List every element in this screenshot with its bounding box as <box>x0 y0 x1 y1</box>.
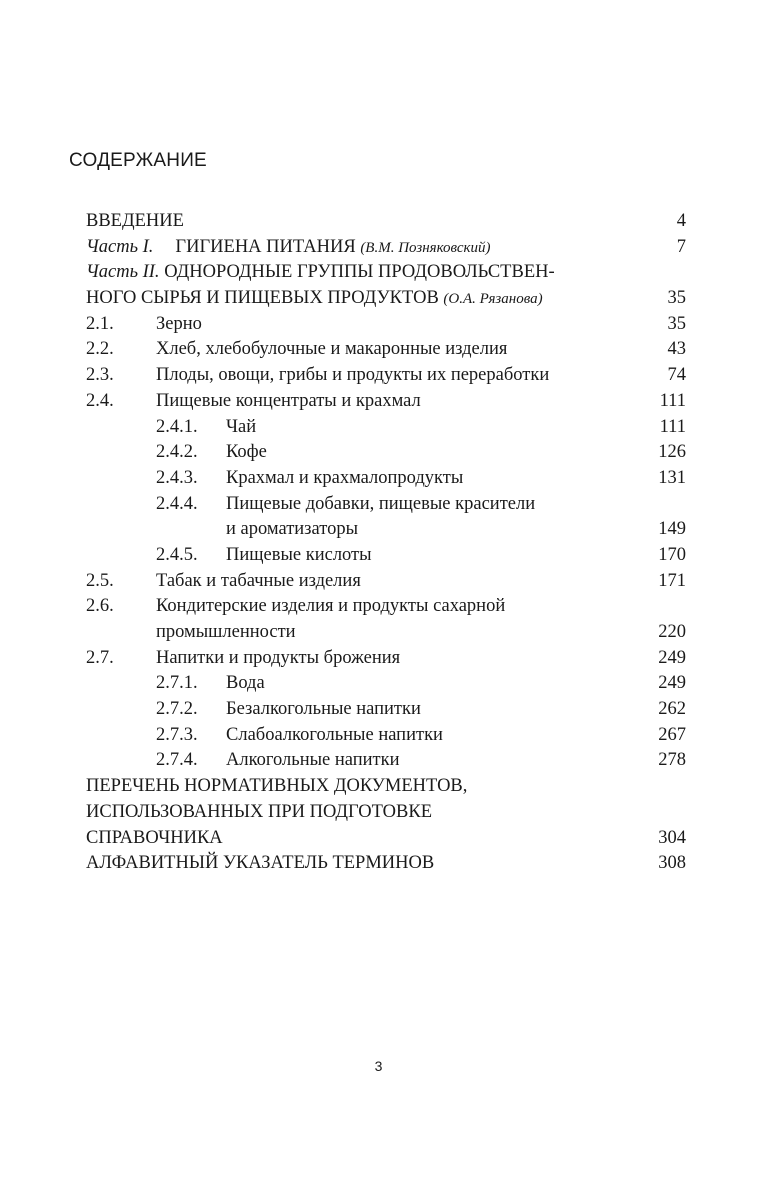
toc-page-number: 171 <box>658 570 686 591</box>
section-number: 2.3. <box>86 365 114 386</box>
toc-page-number: 170 <box>658 544 686 565</box>
toc-page-number: 249 <box>658 647 686 668</box>
toc-entry-2-7-3[interactable] <box>86 723 686 749</box>
toc-entry-2-2[interactable] <box>86 337 686 363</box>
toc-page-number: 149 <box>658 519 686 540</box>
toc-entry-title: Слабоалкогольные напитки <box>226 724 443 745</box>
section-number: 2.6. <box>86 596 114 617</box>
toc-entry-part1[interactable] <box>86 235 686 261</box>
toc-entry-2-4[interactable] <box>86 389 686 415</box>
toc-entry-title: Алкогольные напитки <box>226 750 400 771</box>
toc-entry-title: Хлеб, хлебобулочные и макаронные изделия <box>156 339 508 360</box>
toc-page-number: 262 <box>658 699 686 720</box>
toc-page-number: 126 <box>658 442 686 463</box>
toc-entry-title: ОДНОРОДНЫЕ ГРУППЫ ПРОДОВОЛЬСТВЕН- <box>164 262 555 283</box>
toc-entry-2-3[interactable] <box>86 363 686 389</box>
section-number: 2.7. <box>86 647 114 668</box>
toc-entry-2-7-4[interactable] <box>86 748 686 774</box>
toc-page-number: 4 <box>676 211 686 231</box>
toc-entry-title: Табак и табачные изделия <box>156 570 361 591</box>
toc-page-number: 131 <box>658 467 686 488</box>
toc-entry-2-4-4-cont[interactable] <box>86 517 686 543</box>
toc-entry-title: Пищевые добавки, пищевые красители <box>226 493 536 514</box>
page-title: СОДЕРЖАНИЕ <box>69 150 207 171</box>
toc-entry-title: НОГО СЫРЬЯ И ПИЩЕВЫХ ПРОДУКТОВ <box>86 288 439 309</box>
toc-entry-2-1[interactable] <box>86 312 686 338</box>
section-number: 2.4.4. <box>156 493 198 514</box>
toc-page-number: 35 <box>667 288 686 309</box>
toc-entry-title: Зерно <box>156 313 202 334</box>
toc-entry-title: промышленности <box>156 622 296 642</box>
section-number: 2.4.2. <box>156 442 198 463</box>
toc-entry-part2[interactable] <box>86 260 686 286</box>
toc-entry-2-4-1[interactable] <box>86 415 686 441</box>
toc-entry-2-4-5[interactable] <box>86 543 686 569</box>
author-name: (О.А. Рязанова) <box>443 291 543 308</box>
toc-entry-2-6[interactable] <box>86 594 686 620</box>
toc-entry-title: Пищевые концентраты и крахмал <box>156 390 421 411</box>
section-number: 2.7.1. <box>156 673 198 694</box>
section-number: 2.2. <box>86 339 114 360</box>
toc-page-number: 278 <box>658 750 686 771</box>
toc-entry-title: ИСПОЛЬЗОВАННЫХ ПРИ ПОДГОТОВКЕ <box>86 801 433 822</box>
toc-page-number: 220 <box>658 622 686 642</box>
toc-entry-title: СПРАВОЧНИКА <box>86 827 223 848</box>
section-number: 2.4.5. <box>156 544 198 565</box>
toc-page-number: 267 <box>658 724 686 745</box>
toc-page-number: 7 <box>676 236 686 257</box>
toc-entry-title: Кофе <box>226 442 267 463</box>
toc-entry-title: и ароматизаторы <box>226 519 358 540</box>
toc-entry-title: Плоды, овощи, грибы и продукты их переработки <box>156 365 550 386</box>
toc-page-number: 304 <box>658 827 686 848</box>
toc-entry-2-7[interactable] <box>86 646 686 672</box>
part-label: Часть I. <box>86 236 154 257</box>
part-label: Часть II. <box>86 262 160 283</box>
toc-entry-2-7-2[interactable] <box>86 697 686 723</box>
section-number: 2.4.3. <box>156 467 198 488</box>
toc-entry-index[interactable] <box>86 851 686 877</box>
toc-page-number: 249 <box>658 673 686 694</box>
section-number: 2.5. <box>86 570 114 591</box>
toc-entry-2-4-3[interactable] <box>86 466 686 492</box>
toc-page-number: 35 <box>667 313 686 334</box>
toc-entry-title: Напитки и продукты брожения <box>156 647 401 668</box>
section-number: 2.7.2. <box>156 699 198 720</box>
section-number: 2.4. <box>86 390 114 411</box>
toc-entry-title: ГИГИЕНА ПИТАНИЯ <box>175 236 356 257</box>
table-of-contents <box>86 209 686 877</box>
toc-entry-normative-cont[interactable] <box>86 800 686 826</box>
section-number: 2.7.3. <box>156 724 198 745</box>
toc-page-number: 111 <box>659 390 686 411</box>
toc-entry-title: ПЕРЕЧЕНЬ НОРМАТИВНЫХ ДОКУМЕНТОВ, <box>86 776 468 797</box>
toc-entry-normative-cont2[interactable] <box>86 826 686 852</box>
section-number: 2.7.4. <box>156 750 198 771</box>
toc-entry-2-7-1[interactable] <box>86 671 686 697</box>
toc-page-number: 111 <box>659 416 686 437</box>
toc-entry-2-4-2[interactable] <box>86 440 686 466</box>
toc-entry-intro[interactable] <box>86 209 686 235</box>
toc-entry-title: Пищевые кислоты <box>226 544 372 565</box>
toc-entry-title: Безалкогольные напитки <box>226 699 421 720</box>
toc-entry-2-4-4[interactable] <box>86 492 686 518</box>
toc-entry-normative[interactable] <box>86 774 686 800</box>
toc-entry-2-5[interactable] <box>86 569 686 595</box>
page-number: 3 <box>374 1058 383 1074</box>
toc-entry-title: Вода <box>226 673 265 694</box>
toc-entry-title: Крахмал и крахмалопродукты <box>226 467 464 488</box>
toc-page-number: 43 <box>667 339 686 360</box>
toc-page-number: 74 <box>667 365 686 386</box>
toc-entry-part2-cont[interactable] <box>86 286 686 312</box>
section-number: 2.4.1. <box>156 416 198 437</box>
author-name: (В.М. Позняковский) <box>360 239 491 256</box>
toc-entry-title: ВВЕДЕНИЕ <box>86 211 184 231</box>
toc-entry-2-6-cont[interactable] <box>86 620 686 646</box>
section-number: 2.1. <box>86 313 114 334</box>
toc-page-number: 308 <box>658 853 686 874</box>
toc-entry-title: Чай <box>226 416 257 437</box>
toc-entry-title: АЛФАВИТНЫЙ УКАЗАТЕЛЬ ТЕРМИНОВ <box>86 853 435 874</box>
toc-entry-title: Кондитерские изделия и продукты сахарной <box>156 596 506 617</box>
